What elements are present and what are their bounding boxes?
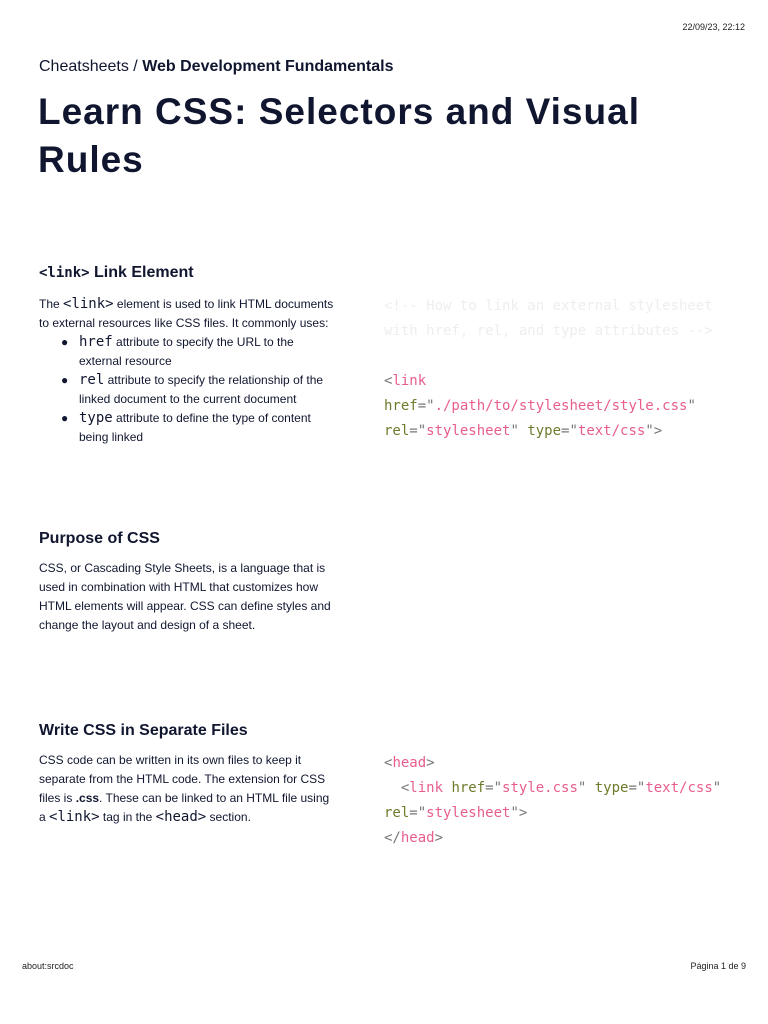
code-comment: <!-- How to link an external stylesheet (384, 298, 713, 314)
code-string: style.css (502, 780, 578, 796)
intro-pre: The (39, 297, 64, 311)
bullet-code: href (79, 334, 113, 350)
footer-source: about:srcdoc (22, 961, 74, 971)
link-element-code-block: <!-- How to link an external stylesheet with href, rel, and type attributes --> <link href="./path/to/stylesheet/style.css" rel="stylesheet" type="text/css"> (384, 298, 713, 439)
section-heading-purpose: Purpose of CSS (39, 530, 160, 547)
code-tag: head (400, 830, 435, 846)
purpose-text: CSS, or Cascading Style Sheets, is a language that is used in combination with HTML that customizes how HTML elements will appear. CSS can define styles and change the layout and design of a sheet. (39, 561, 331, 632)
intro-post: element is used to link HTML documents to external resources like CSS files. It commonly uses: (39, 297, 334, 330)
inline-code: <head> (155, 809, 207, 825)
print-date: 22/09/23, 22:12 (682, 22, 745, 32)
code-attr: type (527, 423, 562, 439)
bullet-text: attribute to specify the URL to the external resource (79, 335, 294, 368)
code-punct: > (653, 423, 663, 439)
code-attr: type (594, 780, 629, 796)
heading-text: Link Element (89, 264, 194, 281)
attribute-list (39, 333, 339, 447)
text-part: CSS code can be written in its own files to keep it separate from the HTML code. The extension for CSS files is (39, 753, 326, 805)
intro-code: <link> (63, 296, 114, 312)
code-tag: link (409, 780, 444, 796)
link-element-section (39, 263, 339, 447)
css-extension: .css (75, 791, 100, 805)
code-string: stylesheet (426, 805, 511, 821)
purpose-section (39, 529, 339, 635)
code-string: ./path/to/stylesheet/style.css (434, 398, 688, 414)
breadcrumb (39, 58, 394, 76)
section-heading-link-element (39, 263, 339, 283)
bullet-code: type (79, 410, 113, 426)
text-part: section. (206, 810, 251, 824)
code-attr: href (384, 398, 418, 414)
page-title: Learn CSS: Selectors and Visual Rules (38, 91, 640, 180)
list-item (61, 409, 339, 447)
list-item (61, 371, 339, 409)
code-tag: head (392, 755, 427, 771)
code-punct: < (384, 373, 393, 389)
separate-files-text (39, 751, 339, 827)
bullet-icon: ● (61, 373, 69, 387)
code-attr: rel (384, 423, 410, 439)
list-item (61, 333, 339, 371)
link-element-intro (39, 295, 339, 333)
bullet-text: attribute to specify the relationship of the linked document to the current document (79, 373, 324, 406)
breadcrumb-parent-link[interactable]: Cheatsheets (39, 58, 129, 75)
separate-files-code-block: <head> <link href="style.css" type="text/css" rel="stylesheet"> </head> (384, 755, 722, 846)
code-comment: with href, rel, and type attributes --> (384, 323, 713, 339)
code-string: text/css (645, 780, 713, 796)
code-string: text/css (577, 423, 646, 439)
separate-files-section (39, 721, 339, 827)
code-attr: rel (384, 805, 410, 821)
inline-code: <link> (49, 809, 100, 825)
text-part: tag in the (99, 810, 156, 824)
bullet-icon: ● (61, 335, 69, 349)
code-tag: link (392, 373, 427, 389)
bullet-code: rel (79, 372, 105, 388)
code-string: stylesheet (426, 423, 511, 439)
section-heading-separate-files: Write CSS in Separate Files (39, 722, 248, 739)
breadcrumb-separator: / (128, 58, 143, 75)
heading-code: <link> (39, 265, 90, 281)
footer-page-number: Página 1 de 9 (690, 961, 746, 971)
text-part: . These can be linked to an HTML file using a (39, 791, 330, 824)
bullet-icon: ● (61, 411, 69, 425)
breadcrumb-current[interactable]: Web Development Fundamentals (142, 58, 394, 75)
code-attr: href (451, 780, 486, 796)
bullet-text: attribute to define the type of content being linked (79, 411, 311, 444)
